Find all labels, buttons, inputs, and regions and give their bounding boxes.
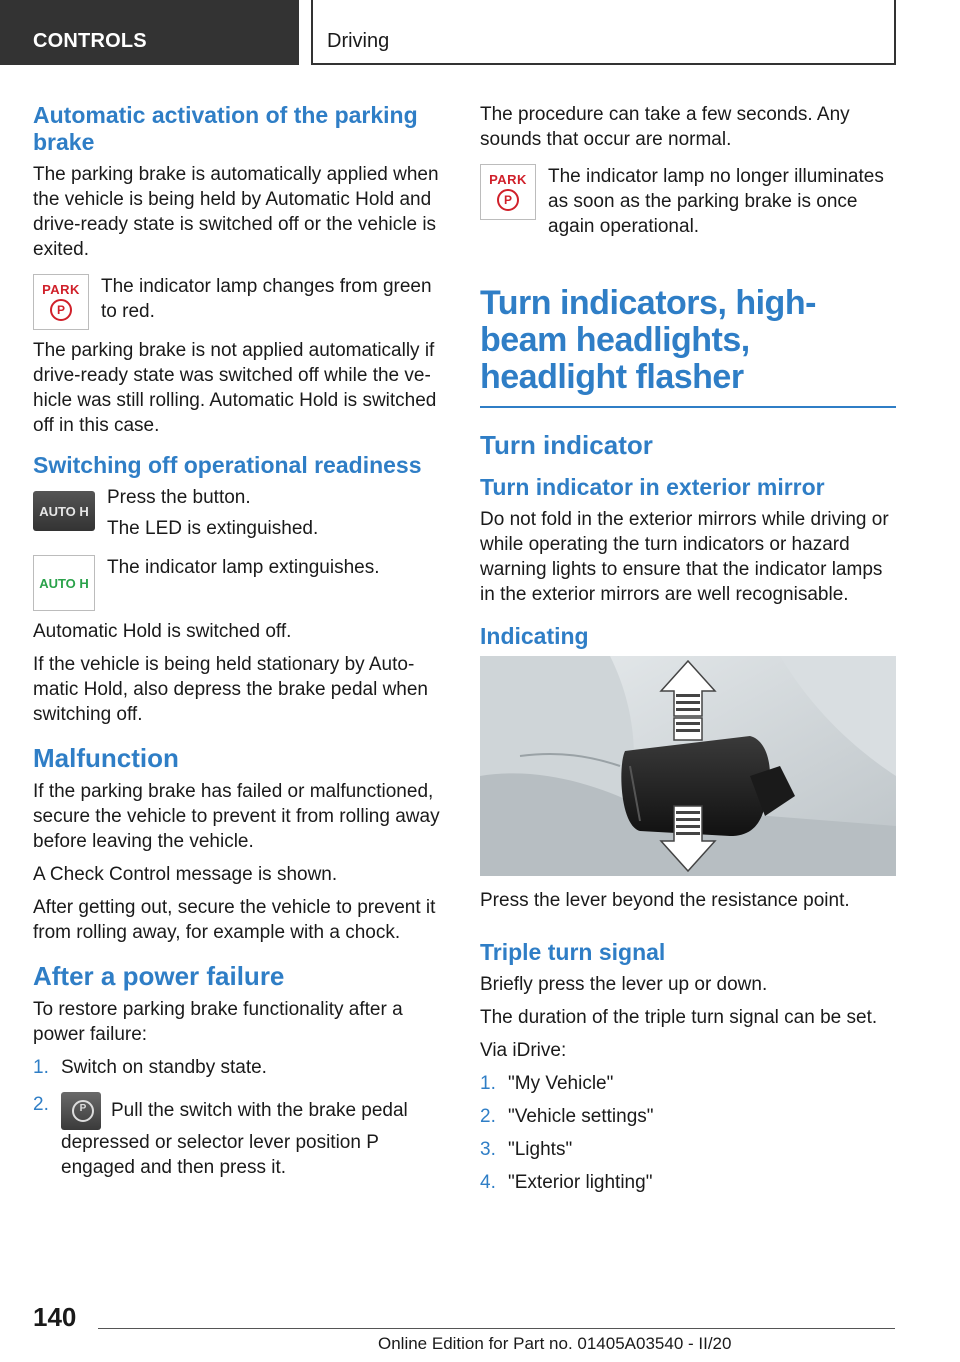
heading-malfunction: Malfunction (33, 743, 179, 773)
list-item: 4. "Exterior lighting" (480, 1172, 653, 1193)
power-failure-intro: To restore parking brake functionality after a power failure: (33, 999, 403, 1045)
indicating-caption: Press the lever beyond the resistance point. (480, 890, 850, 911)
turn-lever-illustration-svg (480, 656, 896, 876)
list-item: 3. "Lights" (480, 1139, 573, 1160)
autoh-button-icon: AUTO H (33, 491, 95, 531)
parking-brake-switch-icon (61, 1092, 101, 1130)
section-tab (0, 0, 299, 65)
park-lamp-row-2 (480, 164, 896, 245)
malfunction-text-2: A Check Control message is shown. (33, 864, 338, 885)
hold-stationary-text: If the vehicle is being held stationary by Automatic Hold, also depress the brake pedal when switching off. (33, 654, 429, 725)
triple-text-2: The duration of the triple turn signal can be set. (480, 1007, 878, 1028)
heading-mirror: Turn indicator in exterior mirror (480, 474, 825, 500)
lamp-no-longer-text: The indicator lamp no longer illuminates as soon as the parking brake is once again operational. (548, 166, 884, 237)
list-item: 2. "Vehicle settings" (480, 1106, 654, 1127)
page-number: 140 (33, 1302, 77, 1332)
heading-switching-off: Switching off operational readiness (33, 452, 422, 478)
list-item: 1. Switch on standby state. (33, 1057, 267, 1078)
heading-indicating: Indicating (480, 623, 589, 649)
chapter-tab (311, 0, 896, 65)
left-column (33, 102, 440, 1188)
autoh-lamp-row (33, 555, 440, 611)
malfunction-text-1: If the parking brake has failed or malfunctioned, secure the vehicle to prevent it from rolling away before leaving the vehicle. (33, 781, 440, 852)
heading-auto-activation: Automatic activation of the parking brake (33, 102, 418, 155)
triple-text-1: Briefly press the lever up or down. (480, 974, 768, 995)
turn-lever-illustration (480, 656, 896, 876)
park-lamp-row (33, 274, 440, 330)
heading-divider (480, 406, 896, 408)
heading-turn-indicator: Turn indicator (480, 430, 653, 460)
not-applied-text: The parking brake is not applied automatically if drive-ready state was switched off while the vehicle was still rolling. Automatic Hold is switched off in this case. (33, 340, 437, 436)
procedure-text: The procedure can take a few seconds. Any sounds that occur are normal. (480, 104, 850, 150)
idrive-steps (480, 1071, 896, 1195)
triple-text-3: Via iDrive: (480, 1040, 567, 1061)
section-title: CONTROLS (33, 30, 147, 52)
heading-triple-signal: Triple turn signal (480, 939, 666, 965)
press-button-text: Press the button. (107, 487, 251, 508)
power-failure-steps (33, 1055, 440, 1180)
heading-power-failure: After a power failure (33, 961, 285, 991)
park-lamp-text: The indicator lamp changes from green to red. (101, 276, 432, 322)
edition-text: Online Edition for Part no. 01405A03540 - II/20 (378, 1334, 732, 1353)
footer-divider (98, 1328, 895, 1329)
autoh-lamp-icon: AUTO H (33, 555, 95, 611)
autoh-button-row (33, 485, 440, 547)
list-item: 1. "My Vehicle" (480, 1073, 614, 1094)
right-column (480, 102, 896, 1203)
malfunction-text-3: After getting out, secure the vehicle to prevent it from rolling away, for example with a chock. (33, 897, 436, 943)
lamp-extinguishes-text: The indicator lamp extinguishes. (107, 557, 380, 578)
hold-off-text: Automatic Hold is switched off. (33, 621, 292, 642)
list-item: 2. P Pull the switch with the brake pedal depressed or selector lever position P engaged and then press it. (33, 1092, 440, 1180)
main-heading: Turn indicators, high-beam headlights, headlight flasher (480, 284, 816, 396)
auto-activation-text: The parking brake is automatically applied when the vehicle is being held by Automatic Hold and drive-ready state is switched off or the vehicle is exited. (33, 164, 439, 260)
led-extinguished-text: The LED is extinguished. (107, 518, 319, 539)
mirror-text: Do not fold in the exterior mirrors while driving or while operating the turn indicators or hazard warning lights to ensure that the indicator lamps in the exterior mirrors are well recognisable. (480, 509, 889, 605)
park-indicator-icon: PARK P (33, 274, 89, 330)
chapter-title: Driving (327, 30, 390, 52)
park-indicator-icon: PARK P (480, 164, 536, 220)
